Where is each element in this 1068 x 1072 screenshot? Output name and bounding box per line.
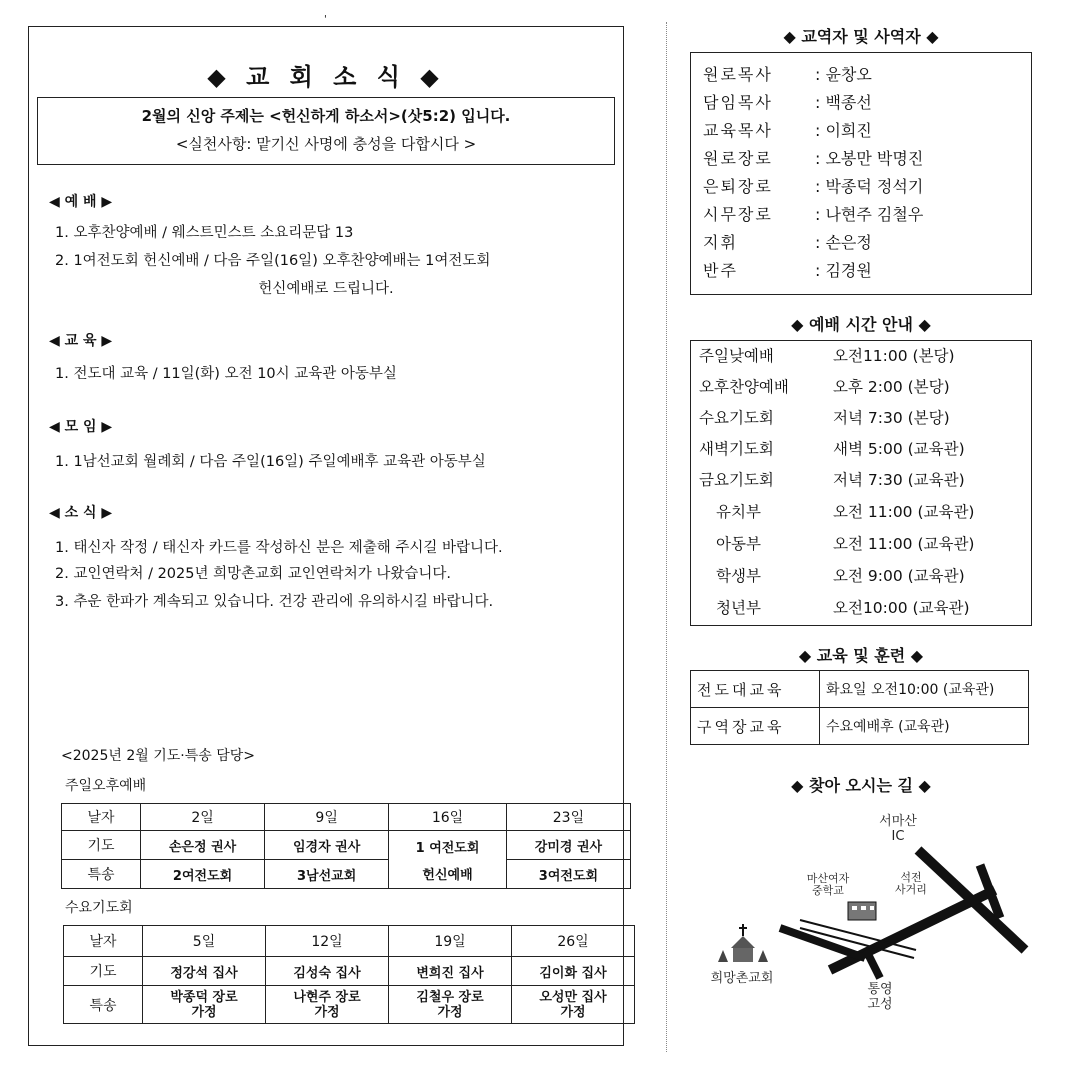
cell-line: 나현주 장로 bbox=[293, 989, 361, 1005]
table-header-cell: 26일 bbox=[512, 926, 635, 957]
column-divider bbox=[666, 22, 667, 1052]
service-time: 오전 11:00 (교육관) bbox=[833, 535, 975, 553]
training-time: 화요일 오전10:00 (교육관) bbox=[820, 671, 1029, 708]
news-item-1: 1. 태신자 작정 / 태신자 카드를 작성하신 분은 제출해 주시길 바랍니다. bbox=[55, 540, 503, 556]
service-row bbox=[699, 561, 965, 592]
table-cell: 기도 bbox=[62, 831, 141, 860]
training-heading: ◆ 교육 및 훈련 ◆ bbox=[798, 646, 924, 665]
duty-title: <2025년 2월 기도·특송 담당> bbox=[61, 748, 255, 764]
service-row bbox=[699, 497, 974, 528]
table-header-cell: 날자 bbox=[64, 926, 143, 957]
staff-row bbox=[703, 89, 872, 117]
news-item-3: 3. 추운 한파가 계속되고 있습니다. 건강 관리에 유의하시길 바랍니다. bbox=[55, 594, 494, 610]
cell-line: 가정 bbox=[560, 1004, 586, 1020]
service-time: 오전 11:00 (교육관) bbox=[833, 503, 975, 521]
table-row bbox=[62, 831, 631, 860]
sunday-duty-table bbox=[61, 803, 631, 889]
staff-heading: ◆ 교역자 및 사역자 ◆ bbox=[783, 27, 939, 46]
table-cell: 변희진 집사 bbox=[389, 957, 512, 986]
staff-role: 교육목사 bbox=[703, 121, 773, 140]
table-cell: 3여전도회 bbox=[506, 860, 630, 889]
service-time: 오후 2:00 (본당) bbox=[833, 378, 950, 396]
staff-role: 담임목사 bbox=[703, 93, 773, 112]
church-news-panel bbox=[28, 26, 624, 1046]
service-time: 오전10:00 (교육관) bbox=[833, 599, 970, 617]
staff-role: 원로목사 bbox=[703, 65, 773, 84]
service-time: 저녁 7:30 (본당) bbox=[833, 409, 950, 427]
school-label-line: 마산여자 bbox=[806, 872, 850, 885]
service-name: 수요기도회 bbox=[699, 409, 774, 427]
staff-role: 반주 bbox=[703, 261, 738, 280]
table-cell: 강미경 권사 bbox=[506, 831, 630, 860]
table-cell: 특송 bbox=[64, 986, 143, 1024]
table-header-cell: 12일 bbox=[266, 926, 389, 957]
staff-name: : 박종덕 정석기 bbox=[815, 177, 924, 196]
tongyeong-label bbox=[858, 982, 902, 1012]
staff-row bbox=[703, 201, 923, 229]
service-row bbox=[699, 372, 950, 403]
services-heading: ◆ 예배 시간 안내 ◆ bbox=[791, 315, 931, 334]
cell-line: 가정 bbox=[314, 1004, 340, 1020]
church-icon bbox=[718, 924, 768, 962]
staff-role: 원로장로 bbox=[703, 149, 773, 168]
service-name: 학생부 bbox=[716, 567, 761, 585]
worship-item-2: 2. 1여전도회 헌신예배 / 다음 주일(16일) 오후찬양예배는 1여전도회 bbox=[55, 253, 491, 269]
staff-name: : 손은정 bbox=[815, 233, 872, 252]
service-name: 금요기도회 bbox=[699, 471, 774, 489]
cell-line: 오성만 집사 bbox=[539, 989, 607, 1005]
staff-name: : 이희진 bbox=[815, 121, 872, 140]
service-row bbox=[699, 529, 974, 560]
meeting-item-1: 1. 1남선교회 월례회 / 다음 주일(16일) 주일예배후 교육관 아동부실 bbox=[55, 454, 486, 470]
table-row bbox=[64, 986, 635, 1024]
tongyeong-label-line: 고성 bbox=[867, 997, 893, 1012]
service-time: 저녁 7:30 (교육관) bbox=[833, 471, 965, 489]
table-cell: 정강석 집사 bbox=[143, 957, 266, 986]
service-name: 유치부 bbox=[716, 503, 761, 521]
training-name: 전도대교육 bbox=[691, 671, 820, 708]
worship-item-1: 1. 오후찬양예배 / 웨스트민스트 소요리문답 13 bbox=[55, 225, 354, 241]
table-cell: 기도 bbox=[64, 957, 143, 986]
table-cell bbox=[143, 986, 266, 1024]
table-cell bbox=[266, 986, 389, 1024]
staff-row bbox=[703, 117, 872, 145]
service-row bbox=[699, 403, 950, 434]
cell-line: 김철우 장로 bbox=[416, 989, 484, 1005]
news-item-2: 2. 교인연락처 / 2025년 희망촌교회 교인연락처가 나왔습니다. bbox=[55, 566, 452, 582]
theme-line-1: 2월의 신앙 주제는 <헌신하게 하소서>(삿5:2) 입니다. bbox=[141, 107, 511, 125]
crossroad-label-line: 석전 bbox=[900, 871, 922, 884]
merged-cell-line: 헌신예배 bbox=[422, 867, 473, 883]
theme-line-2: <실천사항: 맡기신 사명에 충성을 다합시다 > bbox=[175, 135, 477, 153]
service-row bbox=[699, 341, 955, 372]
service-name: 아동부 bbox=[716, 535, 761, 553]
table-header-cell: 23일 bbox=[506, 804, 630, 831]
service-row bbox=[699, 434, 965, 465]
worship-item-2-cont: 헌신예배로 드립니다. bbox=[258, 281, 394, 297]
school-label-line: 중학교 bbox=[812, 884, 844, 897]
table-row bbox=[691, 708, 1029, 745]
table-row bbox=[64, 957, 635, 986]
cell-line: 박종덕 장로 bbox=[170, 989, 238, 1005]
table-header-cell: 날자 bbox=[62, 804, 141, 831]
table-header-cell: 9일 bbox=[265, 804, 389, 831]
school-label bbox=[796, 873, 860, 897]
staff-role: 시무장로 bbox=[703, 205, 773, 224]
staff-name: : 나현주 김철우 bbox=[815, 205, 924, 224]
ic-label-line: IC bbox=[891, 829, 905, 844]
table-cell bbox=[389, 831, 507, 889]
service-time: 오전 9:00 (교육관) bbox=[833, 567, 965, 585]
merged-cell-line: 1 여전도회 bbox=[415, 840, 480, 856]
table-cell: 김성숙 집사 bbox=[266, 957, 389, 986]
crossroad-label-line: 사거리 bbox=[895, 883, 927, 896]
staff-name: : 백종선 bbox=[815, 93, 872, 112]
table-header-cell: 5일 bbox=[143, 926, 266, 957]
service-row bbox=[699, 465, 965, 496]
meeting-heading: ◀ 모 임 ▶ bbox=[49, 419, 113, 435]
page-title: ◆ 교 회 소 식 ◆ bbox=[207, 63, 445, 91]
table-header-cell: 2일 bbox=[141, 804, 265, 831]
tongyeong-label-line: 통영 bbox=[867, 982, 893, 997]
training-time: 수요예배후 (교육관) bbox=[820, 708, 1029, 745]
sunday-duty-label: 주일오후예배 bbox=[65, 778, 147, 794]
staff-box bbox=[690, 52, 1032, 295]
wednesday-duty-table bbox=[63, 925, 635, 1024]
table-row bbox=[62, 804, 631, 831]
staff-row bbox=[703, 257, 872, 285]
service-time: 새벽 5:00 (교육관) bbox=[833, 440, 965, 458]
table-row bbox=[62, 860, 631, 889]
table-cell: 특송 bbox=[62, 860, 141, 889]
church-label: 희망촌교회 bbox=[710, 971, 774, 986]
top-mark: ' bbox=[324, 14, 327, 25]
training-name: 구역장교육 bbox=[691, 708, 820, 745]
staff-name: : 윤창오 bbox=[815, 65, 872, 84]
worship-heading: ◀ 예 배 ▶ bbox=[49, 194, 113, 210]
monthly-theme-box bbox=[37, 97, 615, 165]
staff-row bbox=[703, 145, 923, 173]
staff-row bbox=[703, 229, 872, 257]
table-row bbox=[691, 671, 1029, 708]
staff-row bbox=[703, 61, 872, 89]
service-row bbox=[699, 593, 970, 624]
table-cell bbox=[389, 986, 512, 1024]
wednesday-duty-label: 수요기도회 bbox=[65, 900, 133, 916]
news-heading: ◀ 소 식 ▶ bbox=[49, 505, 113, 521]
table-header-cell: 19일 bbox=[389, 926, 512, 957]
table-cell: 3남선교회 bbox=[265, 860, 389, 889]
school-icon bbox=[848, 902, 876, 920]
staff-role: 은퇴장로 bbox=[703, 177, 773, 196]
ic-label-line: 서마산 bbox=[879, 814, 917, 829]
service-name: 주일낮예배 bbox=[699, 347, 774, 365]
education-heading: ◀ 교 육 ▶ bbox=[49, 333, 113, 349]
service-time: 오전11:00 (본당) bbox=[833, 347, 955, 365]
table-row bbox=[64, 926, 635, 957]
staff-role: 지휘 bbox=[703, 233, 738, 252]
crossroad-label bbox=[886, 872, 936, 896]
table-cell: 임경자 권사 bbox=[265, 831, 389, 860]
ic-label bbox=[868, 814, 928, 844]
service-name: 새벽기도회 bbox=[699, 440, 774, 458]
table-cell: 2여전도회 bbox=[141, 860, 265, 889]
table-cell: 김이화 집사 bbox=[512, 957, 635, 986]
training-table bbox=[690, 670, 1029, 745]
education-item-1: 1. 전도대 교육 / 11일(화) 오전 10시 교육관 아동부실 bbox=[55, 366, 397, 382]
cell-line: 가정 bbox=[191, 1004, 217, 1020]
directions-heading: ◆ 찾아 오시는 길 ◆ bbox=[791, 776, 931, 795]
service-times-box bbox=[690, 340, 1032, 626]
table-cell bbox=[512, 986, 635, 1024]
staff-row bbox=[703, 173, 923, 201]
staff-name: : 오봉만 박명진 bbox=[815, 149, 924, 168]
staff-name: : 김경원 bbox=[815, 261, 872, 280]
table-cell: 손은정 권사 bbox=[141, 831, 265, 860]
table-header-cell: 16일 bbox=[389, 804, 507, 831]
service-name: 청년부 bbox=[716, 599, 761, 617]
service-name: 오후찬양예배 bbox=[699, 378, 789, 396]
cell-line: 가정 bbox=[437, 1004, 463, 1020]
